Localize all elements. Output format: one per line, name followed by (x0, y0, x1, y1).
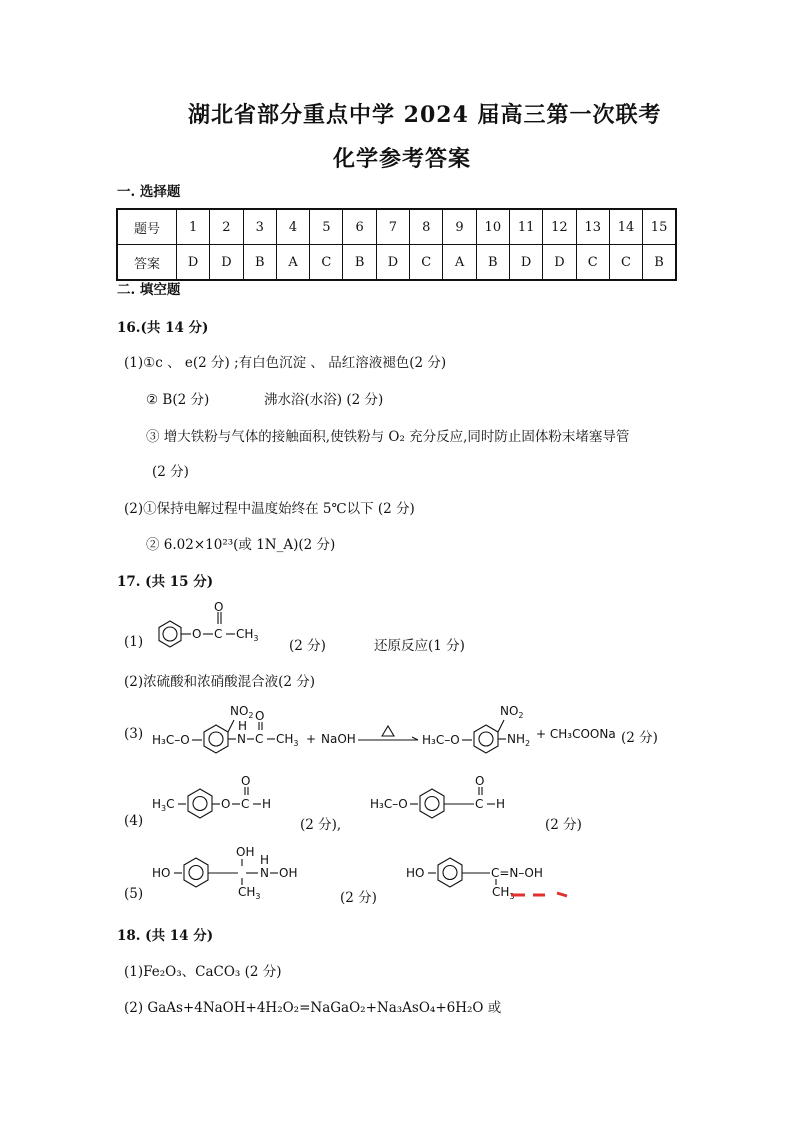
p-methoxybenzaldehyde-structure (368, 775, 538, 825)
bond (228, 720, 234, 732)
heat-triangle (382, 726, 394, 736)
table-cell: D (543, 245, 576, 281)
bond (498, 720, 504, 732)
table-cell: 14 (609, 209, 642, 245)
table-cell: 6 (343, 209, 376, 245)
methyl-group: $CH_3$ (276, 732, 299, 748)
q17-part2: (2)浓硫酸和浓硝酸混合液(2 分) (124, 674, 316, 690)
hydrogen-atom: H (262, 797, 272, 811)
benzene-ring (184, 858, 208, 887)
amino-group: $NH_2$ (507, 732, 531, 748)
page-title: 湖北省部分重点中学 2024 届高三第一次联考 (188, 102, 662, 128)
table-cell: C (410, 245, 443, 281)
hydrogen-atom: H (496, 797, 506, 811)
benzene-ring (474, 725, 498, 753)
aromatic-circle (209, 732, 223, 746)
table-cell: D (210, 245, 243, 281)
q18-part2: (2) GaAs+4NaOH+4H₂O₂=NaGaO₂+Na₃AsO₄+6H₂O 或 (124, 1000, 502, 1016)
benzene-ring (204, 725, 228, 753)
methyl-group: $CH_3$ (236, 627, 259, 643)
q18-part1: (1)Fe₂O₃、CaCO₃ (2 分) (124, 964, 282, 980)
q16-line-3: ③ 增大铁粉与气体的接触面积,使铁粉与 O₂ 充分反应,同时防止固体粉末堵塞导管 (146, 429, 630, 445)
oxygen-atom: O (221, 797, 231, 811)
q16-line-2a: ② B(2 分) (146, 392, 210, 408)
nitrogen-atom: N (260, 866, 269, 880)
table-cell: B (643, 245, 676, 281)
carbonyl-oxygen: O (255, 709, 265, 723)
table-cell: B (476, 245, 509, 281)
hydroxy-group: HO (152, 866, 171, 880)
carbonyl-oxygen: O (214, 600, 224, 614)
methyl-group: $CH_3$ (238, 885, 261, 901)
table-cell: 15 (643, 209, 676, 245)
q17-part3-score: (2 分) (621, 730, 658, 746)
q16-line-6: ② 6.02×10²³(或 1N_A)(2 分) (146, 537, 336, 553)
answer-table (116, 208, 677, 281)
table-cell: 3 (243, 209, 276, 245)
q17-part5-score: (2 分) (340, 890, 377, 906)
methoxy-group: H₃C–O (422, 733, 460, 747)
hydroxylamine-structure (150, 842, 320, 902)
benzene-ring (188, 789, 212, 818)
q17-part1-label: (1) (124, 634, 144, 650)
plus-sign: + (306, 732, 317, 746)
aromatic-circle (163, 627, 177, 641)
carbonyl-oxygen: O (475, 774, 485, 788)
page-subtitle: 化学参考答案 (333, 146, 472, 172)
carbonyl-carbon: C (241, 797, 250, 811)
amide-hydrogen: H (238, 719, 248, 733)
q16-line-2b: 沸水浴(水浴) (2 分) (264, 392, 384, 408)
q16-line-5: (2)①保持电解过程中温度始终在 5℃以下 (2 分) (124, 501, 415, 517)
carbon-atom: C (214, 627, 223, 641)
phenyl-acetate-structure (150, 600, 270, 650)
methoxy-group: H₃C–O (152, 733, 190, 747)
aromatic-circle (425, 797, 439, 811)
q17-part4-score-a: (2 分), (300, 817, 342, 833)
benzene-ring (438, 858, 462, 887)
table-cell: C (609, 245, 642, 281)
table-cell: D (376, 245, 409, 281)
q17-part1-score: (2 分) (289, 638, 326, 654)
q17-heading: 17. (共 15 分) (117, 574, 214, 590)
hydroxy-group: OH (279, 866, 298, 880)
amine-hydrogen: H (260, 853, 270, 867)
answer-table-answers-row (117, 245, 676, 281)
q16-heading: 16.(共 14 分) (117, 320, 209, 336)
table-cell: 8 (410, 209, 443, 245)
table-cell: 9 (443, 209, 476, 245)
table-cell: 11 (509, 209, 542, 245)
q16-line-1: (1)①c 、 e(2 分) ;有白色沉淀 、 品红溶液褪色(2 分) (124, 355, 447, 371)
q17-part3-label: (3) (124, 726, 144, 742)
table-cell: 5 (310, 209, 343, 245)
q17-part5-label: (5) (124, 886, 144, 902)
aromatic-circle (443, 866, 457, 880)
nitrogen-atom: N (237, 732, 246, 746)
table-cell: 1 (177, 209, 210, 245)
red-smudge-mark (505, 887, 575, 899)
table-cell: B (343, 245, 376, 281)
section-heading-fill: 二. 填空题 (117, 282, 181, 298)
benzene-ring (420, 789, 444, 818)
carbonyl-carbon: C (255, 732, 264, 746)
table-cell: B (243, 245, 276, 281)
table-cell: D (177, 245, 210, 281)
table-cell: A (443, 245, 476, 281)
q16-line-4: (2 分) (152, 464, 189, 480)
carbonyl-oxygen: O (241, 774, 251, 788)
reaction-equation (150, 700, 670, 760)
table-cell: C (310, 245, 343, 281)
hydroxy-group: HO (406, 866, 425, 880)
methyl-group: $CH_3$ (492, 885, 515, 901)
hydroxy-group: OH (236, 845, 255, 859)
row-label: 答案 (117, 245, 177, 281)
table-cell: 10 (476, 209, 509, 245)
nitro-group: $NO_2$ (500, 704, 524, 720)
methoxy-group: H₃C–O (370, 797, 408, 811)
section-heading-choice: 一. 选择题 (117, 184, 181, 200)
table-cell: 13 (576, 209, 609, 245)
row-label: 题号 (117, 209, 177, 245)
nitro-group: $NO_2$ (230, 704, 254, 720)
table-cell: A (276, 245, 309, 281)
oxygen-atom: O (192, 627, 202, 641)
answer-table-numbers-row (117, 209, 676, 245)
aromatic-circle (189, 866, 203, 880)
smudge-stroke (557, 893, 567, 896)
aldehyde-carbon: C (475, 797, 484, 811)
q17-part4-score-b: (2 分) (545, 817, 582, 833)
benzene-ring (159, 621, 181, 647)
table-cell: 2 (210, 209, 243, 245)
methyl-group: $H_3C$ (152, 797, 175, 813)
q17-part4-label: (4) (124, 813, 144, 829)
oxime-group: C=N–OH (491, 866, 543, 880)
naoh-reagent: NaOH (321, 732, 356, 746)
aromatic-circle (479, 732, 493, 746)
sodium-acetate: + CH₃COONa (536, 727, 616, 741)
table-cell: 12 (543, 209, 576, 245)
table-cell: 7 (376, 209, 409, 245)
table-cell: C (576, 245, 609, 281)
aromatic-circle (193, 797, 207, 811)
table-cell: D (509, 245, 542, 281)
q17-part1-text: 还原反应(1 分) (374, 638, 465, 654)
q18-heading: 18. (共 14 分) (117, 928, 214, 944)
table-cell: 4 (276, 209, 309, 245)
